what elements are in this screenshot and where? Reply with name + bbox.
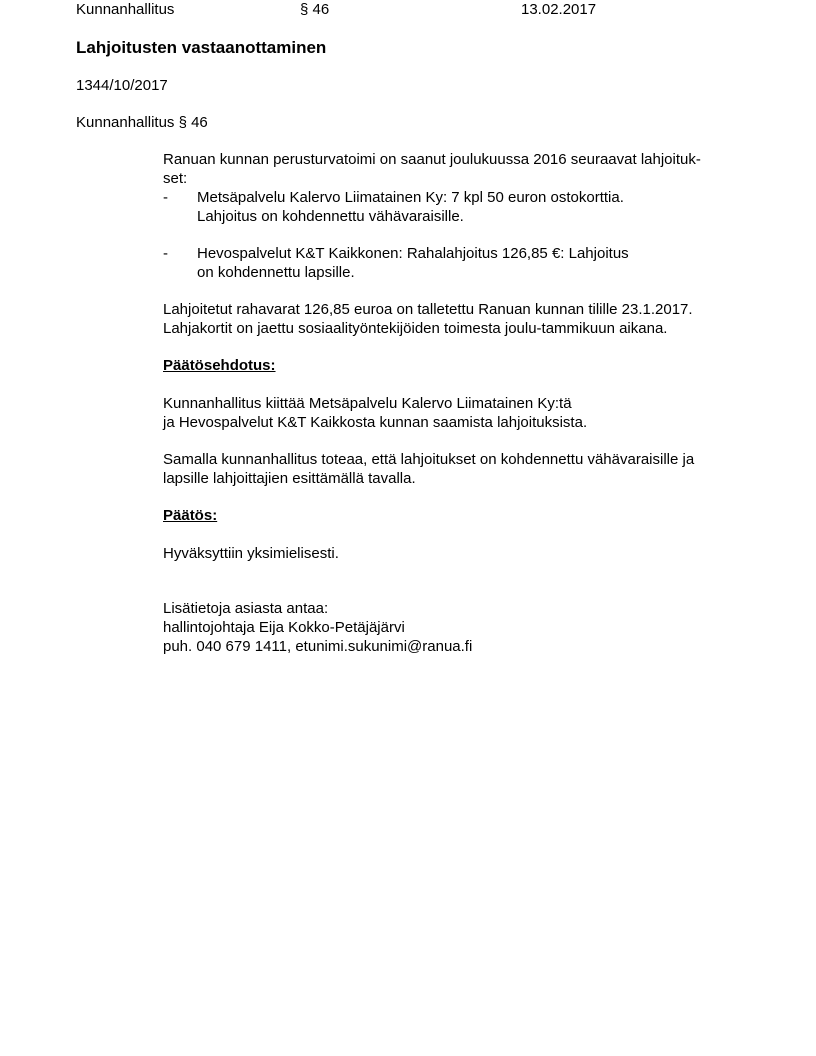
contact-block xyxy=(163,599,753,656)
contact-line: puh. 040 679 1411, etunimi.sukunimi@ranua.fi xyxy=(163,638,473,655)
proposal-paragraph xyxy=(163,356,753,432)
header-organ: Kunnanhallitus xyxy=(76,1,175,18)
intro-paragraph xyxy=(163,150,753,188)
header-date: 13.02.2017 xyxy=(521,1,597,18)
decision-text: Hyväksyttiin yksimielisesti. xyxy=(163,545,339,562)
intro-line: set: xyxy=(163,170,188,187)
decision-label: Päätös: xyxy=(163,507,218,524)
header-section: § 46 xyxy=(300,1,330,18)
meeting-reference: Kunnanhallitus § 46 xyxy=(76,114,208,131)
note-line: Samalla kunnanhallitus toteaa, että lahjoitukset on kohdennettu vähävaraisille ja xyxy=(163,451,695,468)
donation-item xyxy=(163,244,753,282)
document-title: Lahjoitusten vastaanottaminen xyxy=(76,38,327,57)
note-line: lapsille lahjoittajien esittämällä tavalla. xyxy=(163,470,416,487)
note-paragraph xyxy=(163,450,753,488)
page-header xyxy=(76,0,776,19)
document-body xyxy=(163,150,753,656)
donation-line: Hevospalvelut K&T Kaikkonen: Rahalahjoitus 126,85 €: Lahjoitus xyxy=(197,245,629,262)
donation-line: on kohdennettu lapsille. xyxy=(197,264,355,281)
document-number: 1344/10/2017 xyxy=(76,77,168,94)
donation-line: Lahjoitus on kohdennettu vähävaraisille. xyxy=(197,208,464,225)
donation-line: Metsäpalvelu Kalervo Liimatainen Ky: 7 kpl 50 euron ostokorttia. xyxy=(197,189,624,206)
deposit-paragraph xyxy=(163,300,753,338)
contact-line: Lisätietoja asiasta antaa: xyxy=(163,600,329,617)
list-dash: - xyxy=(163,245,168,262)
donation-item xyxy=(163,188,753,226)
deposit-line: Lahjoitetut rahavarat 126,85 euroa on talletettu Ranuan kunnan tilille 23.1.2017. xyxy=(163,301,693,318)
list-dash: - xyxy=(163,189,168,206)
intro-line: Ranuan kunnan perusturvatoimi on saanut joulukuussa 2016 seuraavat lahjoituk- xyxy=(163,151,701,168)
decision-paragraph xyxy=(163,506,753,563)
deposit-line: Lahjakortit on jaettu sosiaalityöntekijöiden toimesta joulu-tammikuun aikana. xyxy=(163,320,668,337)
proposal-line: ja Hevospalvelut K&T Kaikkosta kunnan saamista lahjoituksista. xyxy=(163,414,588,431)
proposal-label: Päätösehdotus: xyxy=(163,357,276,374)
contact-line: hallintojohtaja Eija Kokko-Petäjäjärvi xyxy=(163,619,405,636)
proposal-line: Kunnanhallitus kiittää Metsäpalvelu Kalervo Liimatainen Ky:tä xyxy=(163,395,572,412)
